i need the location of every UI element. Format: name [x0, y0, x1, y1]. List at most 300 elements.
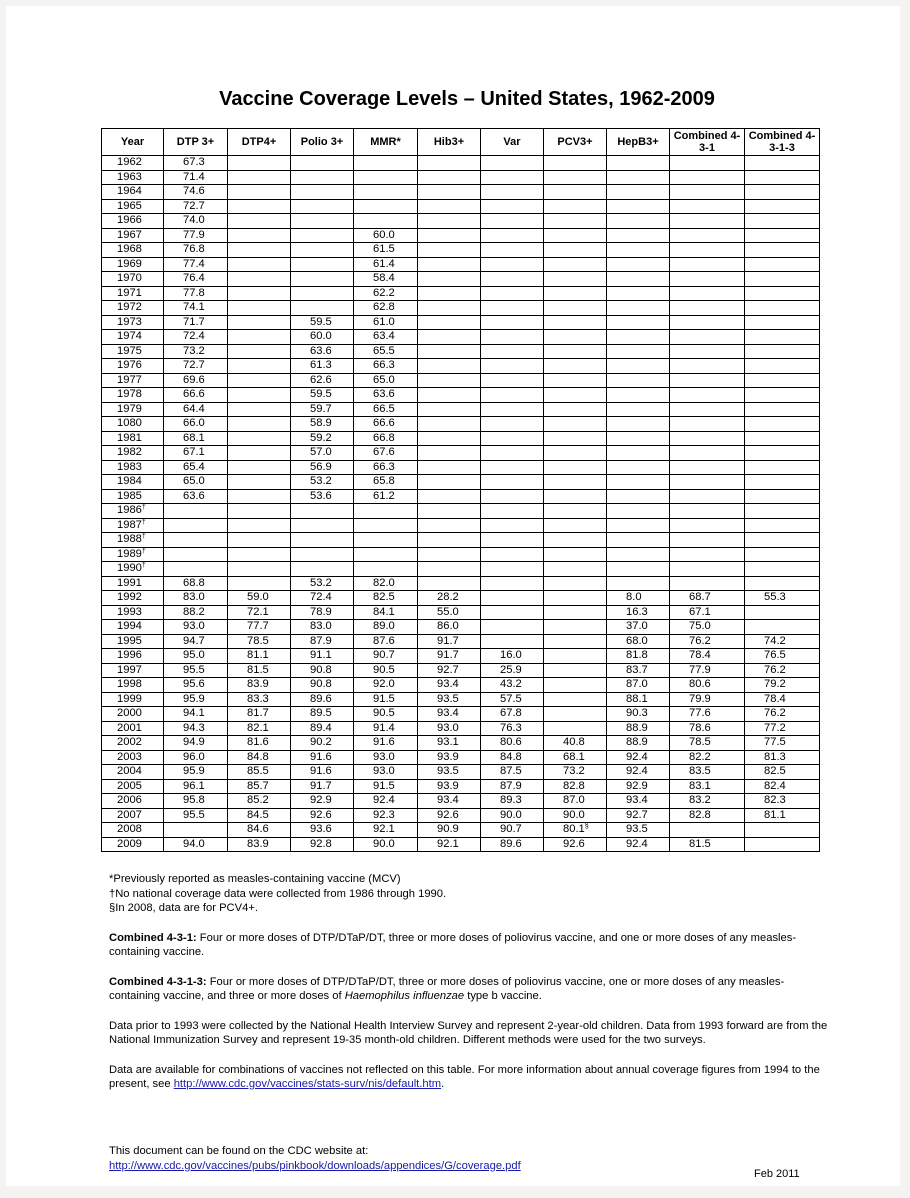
coverage-cell — [607, 562, 670, 577]
coverage-cell: 91.1 — [291, 649, 354, 664]
coverage-cell — [607, 330, 670, 345]
coverage-cell: 78.6 — [670, 721, 745, 736]
coverage-cell: 92.1 — [354, 823, 418, 838]
coverage-cell — [544, 199, 607, 214]
coverage-cell — [607, 475, 670, 490]
coverage-cell: 8.0 — [607, 591, 670, 606]
coverage-cell: 90.0 — [354, 837, 418, 852]
year-cell: 1994 — [102, 620, 164, 635]
coverage-cell — [745, 257, 820, 272]
coverage-cell: 83.9 — [228, 678, 291, 693]
coverage-cell — [418, 547, 481, 562]
coverage-cell: 73.2 — [544, 765, 607, 780]
coverage-cell — [745, 518, 820, 533]
table-row — [102, 272, 820, 287]
coverage-cell: 81.5 — [228, 663, 291, 678]
coverage-cell: 62.6 — [291, 373, 354, 388]
coverage-cell: 59.2 — [291, 431, 354, 446]
year-cell: 1990† — [102, 562, 164, 577]
coverage-cell: 76.3 — [481, 721, 544, 736]
coverage-cell — [745, 214, 820, 229]
coverage-cell — [418, 446, 481, 461]
coverage-cell — [544, 533, 607, 548]
coverage-cell — [228, 272, 291, 287]
coverage-cell — [481, 359, 544, 374]
coverage-cell — [607, 315, 670, 330]
document-page — [6, 6, 900, 1186]
coverage-cell — [418, 272, 481, 287]
coverage-cell — [354, 214, 418, 229]
coverage-cell: 73.2 — [164, 344, 228, 359]
coverage-cell — [745, 388, 820, 403]
table-row — [102, 707, 820, 722]
coverage-cell — [164, 504, 228, 519]
coverage-cell: 84.5 — [228, 808, 291, 823]
year-cell: 1983 — [102, 460, 164, 475]
coverage-cell — [418, 286, 481, 301]
coverage-cell: 80.1§ — [544, 823, 607, 838]
coverage-cell: 89.6 — [481, 837, 544, 852]
coverage-cell: 65.8 — [354, 475, 418, 490]
coverage-cell: 37.0 — [607, 620, 670, 635]
coverage-cell: 85.5 — [228, 765, 291, 780]
coverage-cell — [745, 170, 820, 185]
coverage-cell: 53.2 — [291, 475, 354, 490]
coverage-cell — [354, 518, 418, 533]
coverage-cell — [544, 678, 607, 693]
coverage-cell — [670, 475, 745, 490]
year-cell: 1985 — [102, 489, 164, 504]
table-row — [102, 533, 820, 548]
coverage-cell — [418, 301, 481, 316]
coverage-cell — [745, 185, 820, 200]
coverage-cell — [745, 344, 820, 359]
coverage-cell — [418, 170, 481, 185]
year-cell: 2003 — [102, 750, 164, 765]
coverage-cell: 88.9 — [607, 736, 670, 751]
coverage-cell — [228, 402, 291, 417]
coverage-cell: 43.2 — [481, 678, 544, 693]
footnote-pcv: §In 2008, data are for PCV4+. — [109, 902, 258, 914]
coverage-cell: 77.8 — [164, 286, 228, 301]
table-row — [102, 388, 820, 403]
coverage-cell — [228, 533, 291, 548]
coverage-cell — [418, 156, 481, 171]
coverage-cell — [607, 243, 670, 258]
table-row — [102, 402, 820, 417]
coverage-cell — [670, 460, 745, 475]
coverage-cell: 89.3 — [481, 794, 544, 809]
coverage-cell — [745, 460, 820, 475]
coverage-cell — [481, 388, 544, 403]
coverage-cell: 66.8 — [354, 431, 418, 446]
table-body — [102, 156, 820, 852]
coverage-cell: 89.0 — [354, 620, 418, 635]
header-combined-4313: Combined 4-3-1-3 — [745, 129, 820, 156]
coverage-cell: 92.4 — [607, 765, 670, 780]
coverage-cell: 91.5 — [354, 779, 418, 794]
coverage-cell — [481, 620, 544, 635]
coverage-cell — [607, 257, 670, 272]
coverage-cell — [228, 446, 291, 461]
coverage-cell — [228, 504, 291, 519]
footnote-marker: § — [584, 823, 589, 830]
coverage-cell: 93.4 — [607, 794, 670, 809]
coverage-cell — [481, 301, 544, 316]
coverage-cell — [228, 170, 291, 185]
table-row — [102, 634, 820, 649]
definition-combined-431 — [109, 931, 829, 960]
table-row — [102, 373, 820, 388]
coverage-table — [101, 128, 820, 852]
coverage-cell — [745, 286, 820, 301]
coverage-cell — [544, 591, 607, 606]
coverage-cell: 25.9 — [481, 663, 544, 678]
coverage-cell — [745, 533, 820, 548]
coverage-cell: 67.8 — [481, 707, 544, 722]
coverage-cell — [354, 547, 418, 562]
coverage-cell — [228, 518, 291, 533]
coverage-cell: 84.8 — [228, 750, 291, 765]
coverage-cell: 91.5 — [354, 692, 418, 707]
coverage-cell — [354, 170, 418, 185]
coverage-cell — [670, 373, 745, 388]
table-row — [102, 257, 820, 272]
coverage-cell — [544, 156, 607, 171]
coverage-cell: 81.7 — [228, 707, 291, 722]
coverage-cell — [418, 504, 481, 519]
coverage-cell — [745, 199, 820, 214]
table-row — [102, 721, 820, 736]
coverage-cell — [481, 214, 544, 229]
coverage-cell — [544, 214, 607, 229]
coverage-cell: 93.4 — [418, 707, 481, 722]
coverage-cell — [164, 823, 228, 838]
coverage-cell — [607, 301, 670, 316]
coverage-cell — [544, 301, 607, 316]
coverage-cell — [228, 257, 291, 272]
coverage-cell — [481, 417, 544, 432]
coverage-cell: 57.0 — [291, 446, 354, 461]
coverage-cell: 93.6 — [291, 823, 354, 838]
coverage-cell: 93.4 — [418, 794, 481, 809]
coverage-cell — [607, 156, 670, 171]
coverage-cell: 79.9 — [670, 692, 745, 707]
coverage-cell — [607, 286, 670, 301]
coverage-cell: 63.6 — [291, 344, 354, 359]
year-cell: 1981 — [102, 431, 164, 446]
coverage-cell: 57.5 — [481, 692, 544, 707]
definition-431-label: Combined 4-3-1: — [109, 931, 197, 944]
coverage-cell — [418, 562, 481, 577]
definition-4313-text-a: Four or more doses of DTP/DTaP/DT, three or more doses of poliovirus vaccine, one or more doses of any measles-containing vaccine, and three or more doses of — [109, 975, 785, 1002]
coverage-cell: 77.9 — [164, 228, 228, 243]
footer-pdf-link[interactable]: http://www.cdc.gov/vaccines/pubs/pinkbook/downloads/appendices/G/coverage.pdf — [109, 1159, 521, 1172]
notes-section — [109, 872, 829, 1092]
coverage-cell — [481, 562, 544, 577]
coverage-cell — [745, 576, 820, 591]
year-cell: 1991 — [102, 576, 164, 591]
coverage-cell — [228, 417, 291, 432]
header-polio3: Polio 3+ — [291, 129, 354, 156]
coverage-cell — [164, 547, 228, 562]
coverage-cell — [228, 475, 291, 490]
coverage-cell — [481, 199, 544, 214]
coverage-cell: 67.1 — [670, 605, 745, 620]
coverage-cell: 88.2 — [164, 605, 228, 620]
coverage-cell: 89.4 — [291, 721, 354, 736]
coverage-cell — [481, 402, 544, 417]
coverage-cell: 58.4 — [354, 272, 418, 287]
coverage-cell — [544, 373, 607, 388]
coverage-cell: 87.0 — [544, 794, 607, 809]
coverage-cell — [418, 243, 481, 258]
coverage-cell — [544, 707, 607, 722]
coverage-cell — [670, 272, 745, 287]
header-var: Var — [481, 129, 544, 156]
table-row — [102, 475, 820, 490]
coverage-cell: 83.9 — [228, 837, 291, 852]
table-row — [102, 156, 820, 171]
coverage-cell: 83.5 — [670, 765, 745, 780]
coverage-cell — [607, 417, 670, 432]
coverage-cell: 93.9 — [418, 779, 481, 794]
coverage-cell — [670, 228, 745, 243]
coverage-cell — [670, 823, 745, 838]
coverage-cell: 92.1 — [418, 837, 481, 852]
coverage-cell — [291, 214, 354, 229]
coverage-cell — [544, 620, 607, 635]
coverage-cell — [418, 402, 481, 417]
coverage-cell: 87.5 — [481, 765, 544, 780]
coverage-cell — [670, 562, 745, 577]
coverage-cell — [745, 489, 820, 504]
header-dtp3: DTP 3+ — [164, 129, 228, 156]
coverage-cell: 91.7 — [418, 634, 481, 649]
coverage-cell: 83.3 — [228, 692, 291, 707]
coverage-cell: 79.2 — [745, 678, 820, 693]
coverage-cell — [544, 489, 607, 504]
year-cell: 2004 — [102, 765, 164, 780]
definition-4313-label: Combined 4-3-1-3: — [109, 975, 207, 988]
coverage-cell — [418, 344, 481, 359]
table-row — [102, 547, 820, 562]
coverage-cell: 75.0 — [670, 620, 745, 635]
coverage-cell: 93.9 — [418, 750, 481, 765]
coverage-cell: 76.2 — [745, 663, 820, 678]
coverage-cell — [418, 431, 481, 446]
footer — [109, 1144, 521, 1173]
table-row — [102, 576, 820, 591]
year-cell: 1999 — [102, 692, 164, 707]
coverage-cell — [354, 156, 418, 171]
coverage-cell — [607, 576, 670, 591]
coverage-cell — [418, 417, 481, 432]
coverage-cell — [670, 330, 745, 345]
coverage-cell: 77.7 — [228, 620, 291, 635]
table-row — [102, 185, 820, 200]
coverage-cell: 78.5 — [228, 634, 291, 649]
coverage-cell — [670, 257, 745, 272]
coverage-cell — [481, 431, 544, 446]
coverage-cell: 78.5 — [670, 736, 745, 751]
coverage-cell — [228, 330, 291, 345]
table-row — [102, 678, 820, 693]
coverage-cell: 87.6 — [354, 634, 418, 649]
coverage-cell: 92.6 — [418, 808, 481, 823]
coverage-cell: 92.9 — [607, 779, 670, 794]
coverage-cell: 65.4 — [164, 460, 228, 475]
coverage-cell — [291, 243, 354, 258]
coverage-cell: 78.4 — [745, 692, 820, 707]
year-cell: 1979 — [102, 402, 164, 417]
coverage-cell — [745, 620, 820, 635]
coverage-cell — [670, 446, 745, 461]
coverage-cell — [291, 518, 354, 533]
coverage-cell: 82.8 — [670, 808, 745, 823]
coverage-cell: 83.2 — [670, 794, 745, 809]
coverage-cell — [291, 286, 354, 301]
year-cell: 2006 — [102, 794, 164, 809]
coverage-cell: 93.0 — [354, 765, 418, 780]
coverage-cell — [544, 547, 607, 562]
coverage-cell — [544, 649, 607, 664]
coverage-cell — [544, 446, 607, 461]
coverage-cell: 87.9 — [481, 779, 544, 794]
coverage-cell: 63.6 — [354, 388, 418, 403]
coverage-cell: 83.7 — [607, 663, 670, 678]
coverage-cell: 68.8 — [164, 576, 228, 591]
coverage-cell — [544, 228, 607, 243]
coverage-cell: 71.7 — [164, 315, 228, 330]
coverage-cell — [481, 243, 544, 258]
year-cell: 1993 — [102, 605, 164, 620]
coverage-cell: 82.5 — [354, 591, 418, 606]
coverage-cell: 63.4 — [354, 330, 418, 345]
coverage-cell: 91.7 — [291, 779, 354, 794]
coverage-cell: 62.8 — [354, 301, 418, 316]
coverage-cell — [544, 576, 607, 591]
coverage-cell: 92.7 — [607, 808, 670, 823]
coverage-cell — [745, 402, 820, 417]
coverage-cell: 66.3 — [354, 460, 418, 475]
year-cell: 1995 — [102, 634, 164, 649]
table-row — [102, 170, 820, 185]
table-header-row — [102, 129, 820, 156]
coverage-cell — [418, 373, 481, 388]
year-cell: 1982 — [102, 446, 164, 461]
coverage-cell: 64.4 — [164, 402, 228, 417]
coverage-cell — [291, 199, 354, 214]
coverage-cell — [481, 446, 544, 461]
coverage-cell — [481, 156, 544, 171]
nis-link[interactable]: http://www.cdc.gov/vaccines/stats-surv/nis/default.htm — [173, 1078, 442, 1090]
coverage-cell — [670, 547, 745, 562]
coverage-cell — [291, 170, 354, 185]
coverage-cell — [291, 301, 354, 316]
coverage-cell — [418, 214, 481, 229]
coverage-cell: 92.3 — [354, 808, 418, 823]
coverage-cell: 88.9 — [607, 721, 670, 736]
coverage-cell: 67.3 — [164, 156, 228, 171]
coverage-cell — [228, 359, 291, 374]
coverage-cell: 84.8 — [481, 750, 544, 765]
coverage-cell — [670, 243, 745, 258]
survey-methods-note: Data prior to 1993 were collected by the National Health Interview Survey and represent 2-year-old children. Data from 1993 forward are from the National Immunization Survey and represent 19-35 month-old children. Different methods were used for the two surveys. — [109, 1019, 828, 1046]
coverage-cell — [544, 257, 607, 272]
year-cell: 2000 — [102, 707, 164, 722]
coverage-cell: 66.6 — [354, 417, 418, 432]
table-row — [102, 765, 820, 780]
definition-combined-4313 — [109, 975, 829, 1004]
year-cell: 1967 — [102, 228, 164, 243]
coverage-cell — [745, 417, 820, 432]
coverage-cell: 59.0 — [228, 591, 291, 606]
definition-431-text: Four or more doses of DTP/DTaP/DT, three or more doses of poliovirus vaccine, and one or more doses of any measles-containing vaccine. — [109, 931, 797, 958]
coverage-cell: 81.8 — [607, 649, 670, 664]
coverage-cell: 91.6 — [291, 765, 354, 780]
coverage-cell: 92.7 — [418, 663, 481, 678]
coverage-cell: 92.4 — [354, 794, 418, 809]
coverage-cell — [481, 547, 544, 562]
coverage-cell: 72.1 — [228, 605, 291, 620]
table-row — [102, 692, 820, 707]
coverage-cell — [228, 373, 291, 388]
coverage-cell — [607, 504, 670, 519]
coverage-cell — [745, 373, 820, 388]
year-cell: 1973 — [102, 315, 164, 330]
coverage-cell — [544, 344, 607, 359]
coverage-cell — [607, 228, 670, 243]
coverage-cell — [670, 344, 745, 359]
availability-text: Data are available for combinations of vaccines not reflected on this table. For more information about annual coverage figures from 1994 to the present, see — [109, 1063, 820, 1090]
coverage-cell: 76.4 — [164, 272, 228, 287]
coverage-cell — [291, 504, 354, 519]
coverage-cell — [544, 417, 607, 432]
coverage-cell: 90.8 — [291, 663, 354, 678]
coverage-cell: 92.4 — [607, 837, 670, 852]
coverage-cell: 88.1 — [607, 692, 670, 707]
table-row — [102, 301, 820, 316]
year-cell: 1987† — [102, 518, 164, 533]
coverage-cell — [228, 315, 291, 330]
coverage-cell: 96.0 — [164, 750, 228, 765]
table-row — [102, 750, 820, 765]
coverage-cell: 53.2 — [291, 576, 354, 591]
coverage-cell: 77.9 — [670, 663, 745, 678]
header-dtp4: DTP4+ — [228, 129, 291, 156]
coverage-cell: 72.4 — [164, 330, 228, 345]
coverage-cell: 94.0 — [164, 837, 228, 852]
year-cell: 2002 — [102, 736, 164, 751]
year-cell: 1978 — [102, 388, 164, 403]
year-cell: 1963 — [102, 170, 164, 185]
coverage-cell: 85.2 — [228, 794, 291, 809]
coverage-cell: 92.4 — [607, 750, 670, 765]
coverage-cell — [228, 576, 291, 591]
coverage-cell — [745, 823, 820, 838]
coverage-cell — [354, 185, 418, 200]
coverage-cell: 76.2 — [745, 707, 820, 722]
coverage-cell — [228, 214, 291, 229]
table-row — [102, 446, 820, 461]
coverage-cell — [481, 518, 544, 533]
coverage-cell: 93.5 — [607, 823, 670, 838]
table-row — [102, 591, 820, 606]
coverage-cell — [544, 460, 607, 475]
coverage-cell — [607, 388, 670, 403]
coverage-cell: 93.1 — [418, 736, 481, 751]
